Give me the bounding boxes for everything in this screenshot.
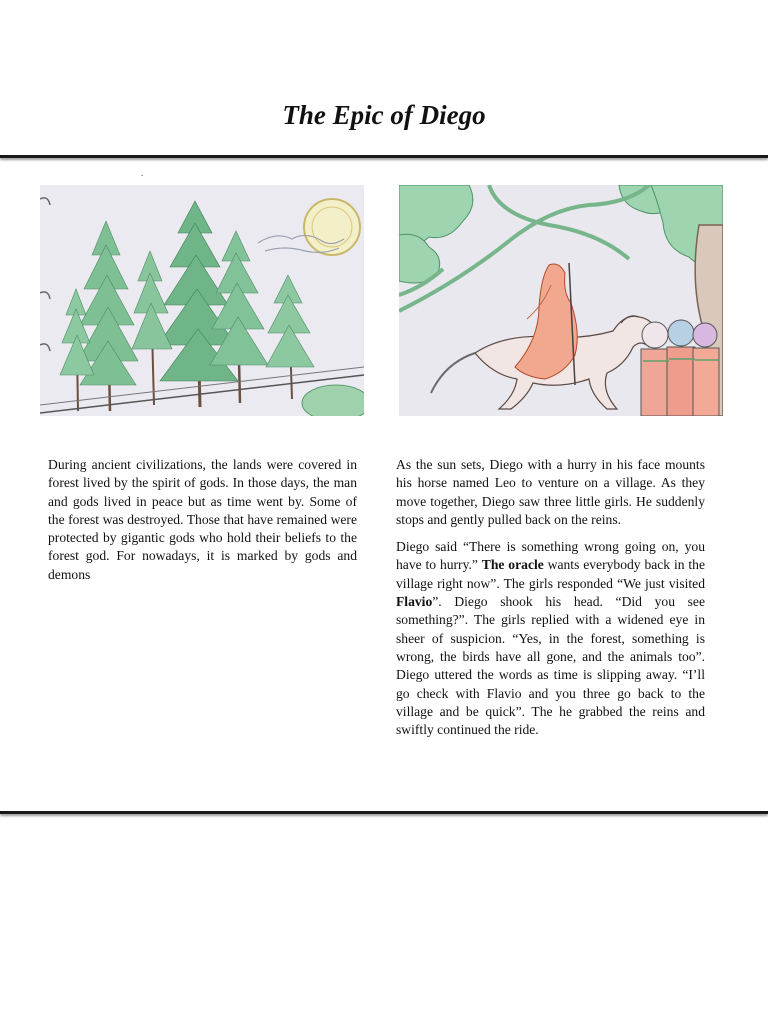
left-text-column — [48, 456, 357, 593]
left-paragraph-1: During ancient civilizations, the lands were covered in forest lived by the spirit of gods. In those days, the man and gods lived in peace but as time went by. Some of the forest was destroyed. Those that have remained were protected by gigantic gods who hold their beliefs to the forest god. For nowadays, it is marked by gods and demons — [48, 457, 357, 582]
sun-drawing-icon — [304, 199, 360, 255]
forest-drawing-illustration — [40, 185, 364, 416]
page-title: The Epic of Diego — [282, 100, 486, 130]
rider-and-girls-illustration — [399, 185, 723, 416]
right-text-column — [396, 456, 705, 748]
p2-part-2: wants everybody back in the village right now”. The girls responded “We just visited — [396, 557, 705, 591]
flavio-bold-term: Flavio — [396, 594, 433, 610]
three-girls-icon — [641, 320, 719, 416]
p2-part-1: Diego said “There is something wrong going on, you have to hurry.” — [396, 539, 705, 573]
p2-part-3: ”. Diego shook his head. “Did you see something?”. The girls replied with a widened eye in sheer of suspicion. “Yes, in the forest, something is wrong, the birds have all gone, and the animals too”. Diego uttered the words as time is slipping away. “I’ll go check with Flavio and you three go back to the village and be quick”. The he grabbed the reins and swiftly continued the ride. — [396, 594, 705, 738]
bottom-divider — [0, 811, 768, 814]
top-divider — [0, 155, 768, 158]
oracle-bold-term: The oracle — [481, 557, 544, 573]
stray-mark: . — [141, 168, 144, 178]
right-paragraph-2 — [396, 538, 705, 739]
right-paragraph-1: As the sun sets, Diego with a hurry in his face mounts his horse named Leo to venture on a village. As they move together, Diego saw three little girls. He suddenly stops and gently pulled back on the reins. — [396, 457, 705, 527]
